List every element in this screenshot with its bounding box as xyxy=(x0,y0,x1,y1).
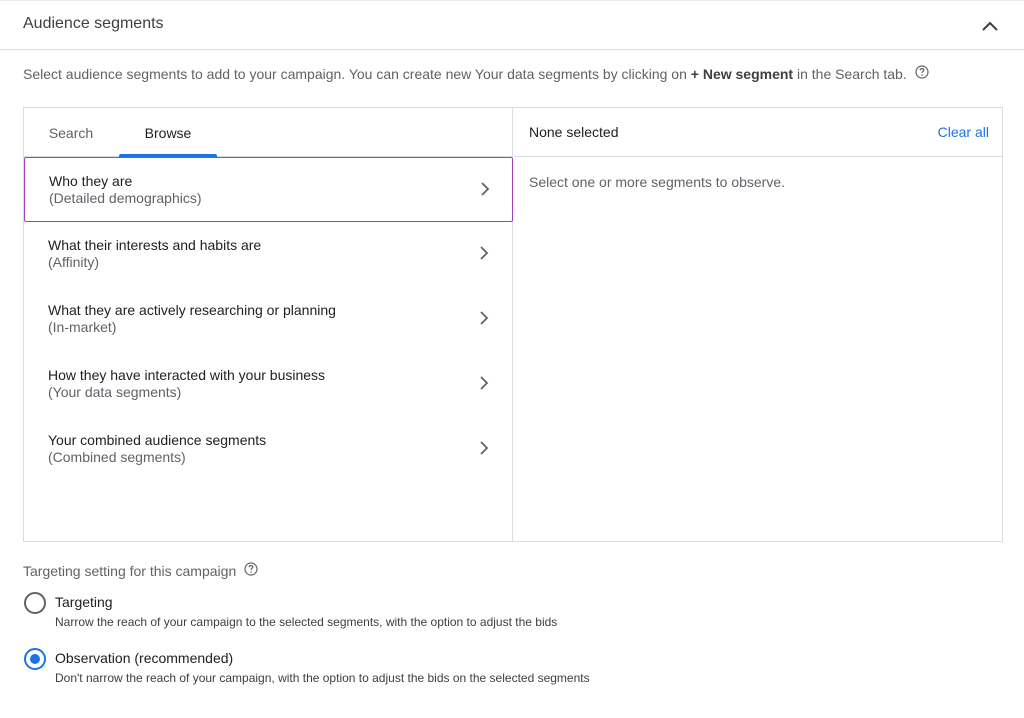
help-icon[interactable] xyxy=(244,562,258,579)
browse-item-interests[interactable] xyxy=(24,222,513,287)
new-segment-text: + New segment xyxy=(690,66,794,82)
item-subtitle: (Combined segments) xyxy=(48,449,186,465)
item-subtitle: (Affinity) xyxy=(48,254,100,270)
description xyxy=(23,66,929,84)
help-icon[interactable] xyxy=(915,65,929,82)
targeting-radio-description: Narrow the reach of your campaign to the selected segments, with the option to adjust the bids xyxy=(55,615,558,629)
browse-pane xyxy=(24,108,513,541)
clear-all-button[interactable]: Clear all xyxy=(937,124,989,140)
targeting-radio-label[interactable]: Targeting xyxy=(55,594,113,610)
item-title: What their interests and habits are xyxy=(48,237,262,253)
browse-item-who-they-are[interactable] xyxy=(24,157,513,222)
browse-item-your-data[interactable] xyxy=(24,352,513,417)
chevron-right-icon xyxy=(476,437,492,459)
description-prefix: Select audience segments to add to your campaign. You can create new Your data segments by clicking on xyxy=(23,66,691,82)
section-header xyxy=(0,0,1024,50)
selection-pane xyxy=(514,108,1002,541)
empty-selection-message: Select one or more segments to observe. xyxy=(529,174,786,190)
tab-bar xyxy=(24,108,513,157)
chevron-right-icon xyxy=(476,242,492,264)
targeting-label-text: Targeting setting for this campaign xyxy=(23,563,237,579)
browse-item-in-market[interactable] xyxy=(24,287,513,352)
targeting-option xyxy=(24,592,724,632)
observation-radio-description: Don't narrow the reach of your campaign, with the option to adjust the bids on the selected segments xyxy=(55,671,590,685)
item-title: Your combined audience segments xyxy=(48,432,267,448)
chevron-right-icon xyxy=(476,307,492,329)
targeting-setting-label xyxy=(23,563,258,581)
item-title: How they have interacted with your business xyxy=(48,367,326,383)
selection-header xyxy=(514,108,1002,157)
item-title: Who they are xyxy=(49,173,133,189)
collapse-button[interactable] xyxy=(976,13,1004,39)
chevron-right-icon xyxy=(477,178,493,200)
chevron-right-icon xyxy=(476,372,492,394)
targeting-radio[interactable] xyxy=(24,592,46,614)
selection-status: None selected xyxy=(529,124,619,140)
observation-radio[interactable] xyxy=(24,648,46,670)
item-subtitle: (In-market) xyxy=(48,319,117,335)
browse-item-combined[interactable] xyxy=(24,417,513,482)
tab-search[interactable]: Search xyxy=(48,124,94,141)
observation-radio-label[interactable]: Observation (recommended) xyxy=(55,650,234,666)
item-title: What they are actively researching or planning xyxy=(48,302,336,318)
item-subtitle: (Your data segments) xyxy=(48,384,182,400)
tab-browse[interactable]: Browse xyxy=(144,124,192,141)
segments-panel xyxy=(23,107,1003,542)
section-title: Audience segments xyxy=(23,15,164,32)
description-suffix: in the Search tab. xyxy=(793,66,907,82)
chevron-up-icon xyxy=(981,20,999,32)
item-subtitle: (Detailed demographics) xyxy=(49,190,202,206)
observation-option xyxy=(24,648,724,688)
radio-selected-dot xyxy=(30,654,40,664)
